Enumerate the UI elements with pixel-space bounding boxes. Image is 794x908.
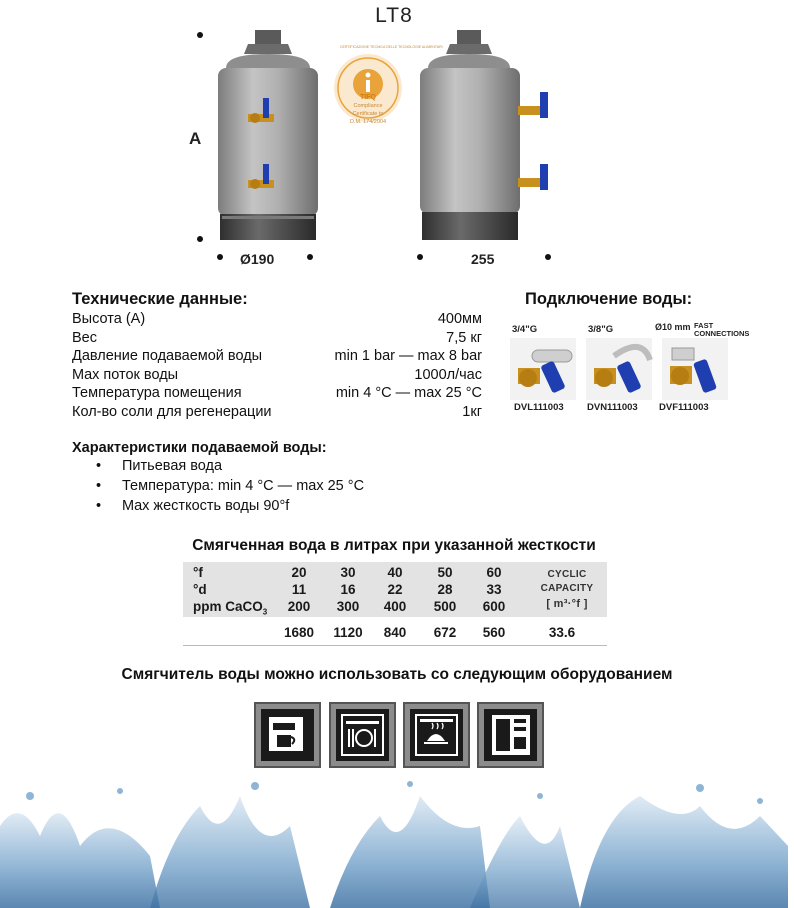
connection-code: DVL111003 (514, 402, 564, 413)
capacity-divider (183, 645, 607, 646)
connection-size: 3/4"G (512, 324, 538, 335)
row-label-ppm: ppm CaCO$_3$ (193, 599, 268, 617)
water-item: • Температура: min 4 °C — max 25 °C (96, 478, 365, 494)
cell-f: 30 (340, 565, 356, 580)
cell-liters: 560 (482, 625, 506, 640)
spec-row: Кол-во соли для регенерации 1кг (72, 403, 482, 420)
specs-title: Технические данные: (72, 290, 248, 308)
cell-d: 16 (340, 582, 356, 597)
connection-size: Ø10 mm (655, 322, 691, 332)
cell-liters: 1120 (333, 625, 363, 640)
cell-ppm: 200 (287, 599, 311, 614)
connection-size: 3/8"G (588, 324, 614, 335)
tank-side-view (420, 30, 548, 240)
dim-point (197, 32, 203, 38)
cell-d: 33 (486, 582, 502, 597)
spec-row: Температура помещения min 4 °C — max 25 °C (72, 385, 482, 401)
cyclic-value: 33.6 (548, 625, 576, 640)
cell-f: 50 (437, 565, 453, 580)
spec-row: Давление подаваемой воды min 1 bar — max 8 bar (72, 348, 482, 364)
dim-point (417, 254, 423, 260)
vending-machine-icon (477, 702, 544, 768)
cell-d: 11 (291, 582, 307, 597)
water-item: • Max жесткость воды 90°f (96, 498, 290, 514)
tank-front-view (218, 30, 318, 240)
coffee-machine-icon (254, 702, 321, 768)
spec-row: Высота (А) 400мм (72, 311, 482, 327)
certificate-arc-text: CERTIFICAZIONE TECNICA DELLE TECNOLOGIE ALIMENTARI (340, 45, 443, 49)
dishwasher-icon (329, 702, 396, 768)
cell-ppm: 300 (336, 599, 360, 614)
water-splash-decoration (0, 776, 788, 908)
softener-drawing (160, 28, 590, 280)
water-item: • Питьевая вода (96, 458, 223, 474)
cyclic-unit: [ m³·°f ] (546, 598, 588, 610)
cell-liters: 1680 (283, 625, 315, 640)
cell-f: 40 (387, 565, 403, 580)
dim-point (197, 236, 203, 242)
cell-d: 28 (437, 582, 453, 597)
fitting-dvl-icon (510, 338, 576, 400)
connection-code: DVN111003 (587, 402, 638, 413)
cell-d: 22 (387, 582, 403, 597)
connection-code: DVF111003 (659, 402, 709, 413)
combi-oven-icon (403, 702, 470, 768)
spec-row: Max поток воды 1000л/час (72, 366, 482, 383)
spec-row: Вес 7,5 кг (72, 329, 482, 346)
dim-point (307, 254, 313, 260)
row-label-f: °f (193, 565, 203, 580)
cell-ppm: 500 (433, 599, 457, 614)
cell-f: 60 (486, 565, 502, 580)
fitting-dvf-icon (662, 338, 728, 400)
fitting-dvn-icon (586, 338, 652, 400)
dim-point (217, 254, 223, 260)
cell-ppm: 600 (482, 599, 506, 614)
height-label: A (189, 129, 202, 148)
diameter-label: Ø190 (240, 251, 275, 267)
cyclic-label: CYCLIC (547, 569, 587, 580)
cell-liters: 672 (433, 625, 457, 640)
cyclic-label: CAPACITY (540, 583, 594, 594)
cell-f: 20 (291, 565, 307, 580)
model-title: LT8 (375, 4, 413, 27)
cell-ppm: 400 (383, 599, 407, 614)
dim-point (545, 254, 551, 260)
cell-liters: 840 (383, 625, 407, 640)
connection-title: Подключение воды: (525, 290, 693, 308)
row-label-d: °d (193, 582, 207, 597)
connection-size-extra: FAST CONNECTIONS (694, 321, 750, 338)
connection-fittings (510, 338, 732, 400)
water-title: Характеристики подаваемой воды: (72, 440, 327, 456)
depth-label: 255 (471, 251, 495, 267)
equipment-title: Смягчитель воды можно использовать со следующим оборудованием (121, 666, 673, 683)
certificate-text: TIFQ Compliance Certificate to D.M. 174/2004 (349, 94, 387, 125)
capacity-title: Смягченная вода в литрах при указанной жесткости (192, 537, 596, 554)
